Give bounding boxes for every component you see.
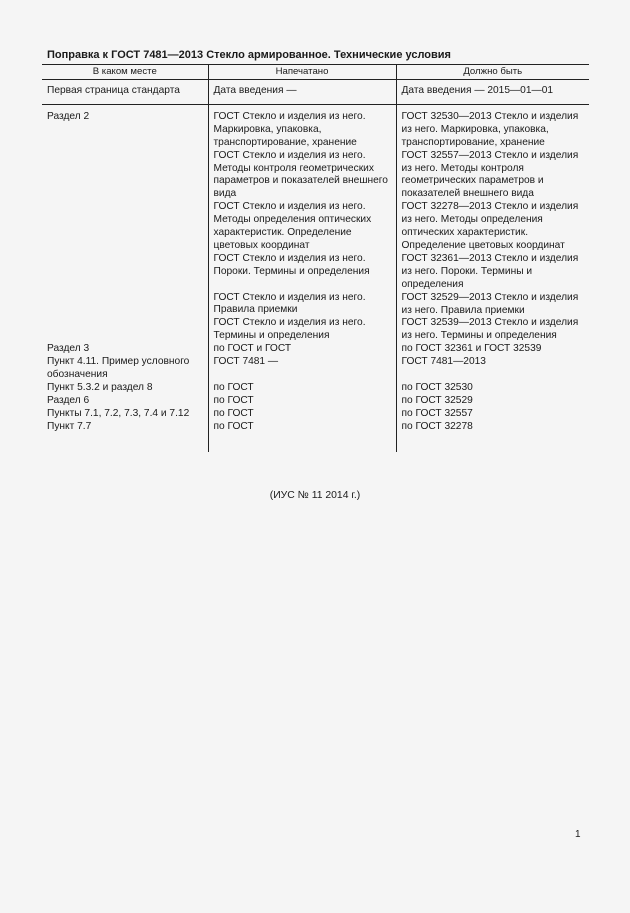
printed-entry: ГОСТ Стекло и изделия из него. Термины и определения	[213, 317, 366, 342]
footnote-ius: (ИУС № 11 2014 г.)	[269, 490, 361, 501]
cell-where: Первая страница стандарта	[42, 80, 208, 105]
cell-where: Раздел 6	[47, 394, 90, 406]
cell-where: Пункт 4.11. Пример условного обозначения	[47, 356, 190, 381]
table-row	[42, 421, 589, 434]
printed-entry: ГОСТ Стекло и изделия из него. Правила приемки	[213, 291, 366, 316]
should-be-entry: ГОСТ 32278—2013 Стекло и изделия из него. Методы определения оптических характеристик. Определение цветовых координат	[401, 201, 579, 251]
table-row	[42, 80, 589, 105]
cell-printed: Дата введения —	[208, 80, 396, 105]
cell-should-be: Дата введения — 2015—01—01	[396, 80, 589, 105]
cell-printed: по ГОСТ	[208, 408, 396, 421]
table-row	[42, 104, 589, 343]
cell-where: Пункт 5.3.2 и раздел 8	[47, 381, 153, 393]
cell-should-be: по ГОСТ 32530	[396, 382, 589, 395]
table-row	[42, 356, 589, 382]
cell-should-be: по ГОСТ 32278	[396, 421, 589, 434]
page-title: Поправка к ГОСТ 7481—2013 Стекло армированное. Технические условия	[47, 49, 451, 61]
printed-entry: ГОСТ Стекло и изделия из него. Методы определения оптических характеристик. Определение цветовых координат	[213, 201, 372, 251]
column-header-where: В каком месте	[42, 65, 208, 80]
cell-should-be: по ГОСТ 32361 и ГОСТ 32539	[396, 343, 589, 356]
cell-should-be: ГОСТ 7481—2013	[396, 356, 589, 382]
table-row	[42, 395, 589, 408]
cell-printed: по ГОСТ	[208, 382, 396, 395]
cell-should-be: по ГОСТ 32529	[396, 395, 589, 408]
printed-entry: ГОСТ Стекло и изделия из него. Пороки. Термины и определения	[213, 252, 370, 277]
should-be-entry: ГОСТ 32530—2013 Стекло и изделия из него. Маркировка, упаковка, транспортирование, хранение	[401, 110, 579, 148]
should-be-entry: ГОСТ 32557—2013 Стекло и изделия из него. Методы контроля геометрических параметров и показателей внешнего вида	[401, 149, 579, 200]
printed-entry: ГОСТ Стекло и изделия из него. Методы контроля геометрических параметров и показателей внешнего вида	[213, 149, 388, 200]
column-header-should-be: Должно быть	[396, 65, 589, 80]
table-row	[42, 408, 589, 421]
should-be-entry: ГОСТ 32539—2013 Стекло и изделия из него. Термины и определения	[401, 317, 579, 342]
cell-should-be	[396, 104, 589, 343]
cell-where: Пункты 7.1, 7.2, 7.3, 7.4 и 7.12	[47, 407, 190, 419]
should-be-entry: ГОСТ 32361—2013 Стекло и изделия из него. Пороки. Термины и определения	[401, 252, 579, 290]
cell-printed: по ГОСТ	[208, 395, 396, 408]
cell-printed: по ГОСТ	[208, 421, 396, 434]
cell-where: Пункт 7.7	[47, 420, 92, 432]
cell-where: Раздел 2	[47, 110, 90, 122]
cell-printed: ГОСТ 7481 —	[208, 356, 396, 382]
printed-entry: ГОСТ Стекло и изделия из него. Маркировка, упаковка, транспортирование, хранение	[213, 110, 366, 148]
should-be-entry: ГОСТ 32529—2013 Стекло и изделия из него. Правила приемки	[401, 291, 579, 316]
table-row	[42, 343, 589, 356]
cell-printed	[208, 104, 396, 343]
page-number: 1	[575, 829, 581, 840]
cell-printed: по ГОСТ и ГОСТ	[208, 343, 396, 356]
amendment-table	[42, 64, 589, 452]
table-header-row	[42, 65, 589, 80]
cell-should-be: по ГОСТ 32557	[396, 408, 589, 421]
column-header-printed: Напечатано	[208, 65, 396, 80]
cell-where: Раздел 3	[47, 343, 90, 355]
table-row	[42, 382, 589, 395]
